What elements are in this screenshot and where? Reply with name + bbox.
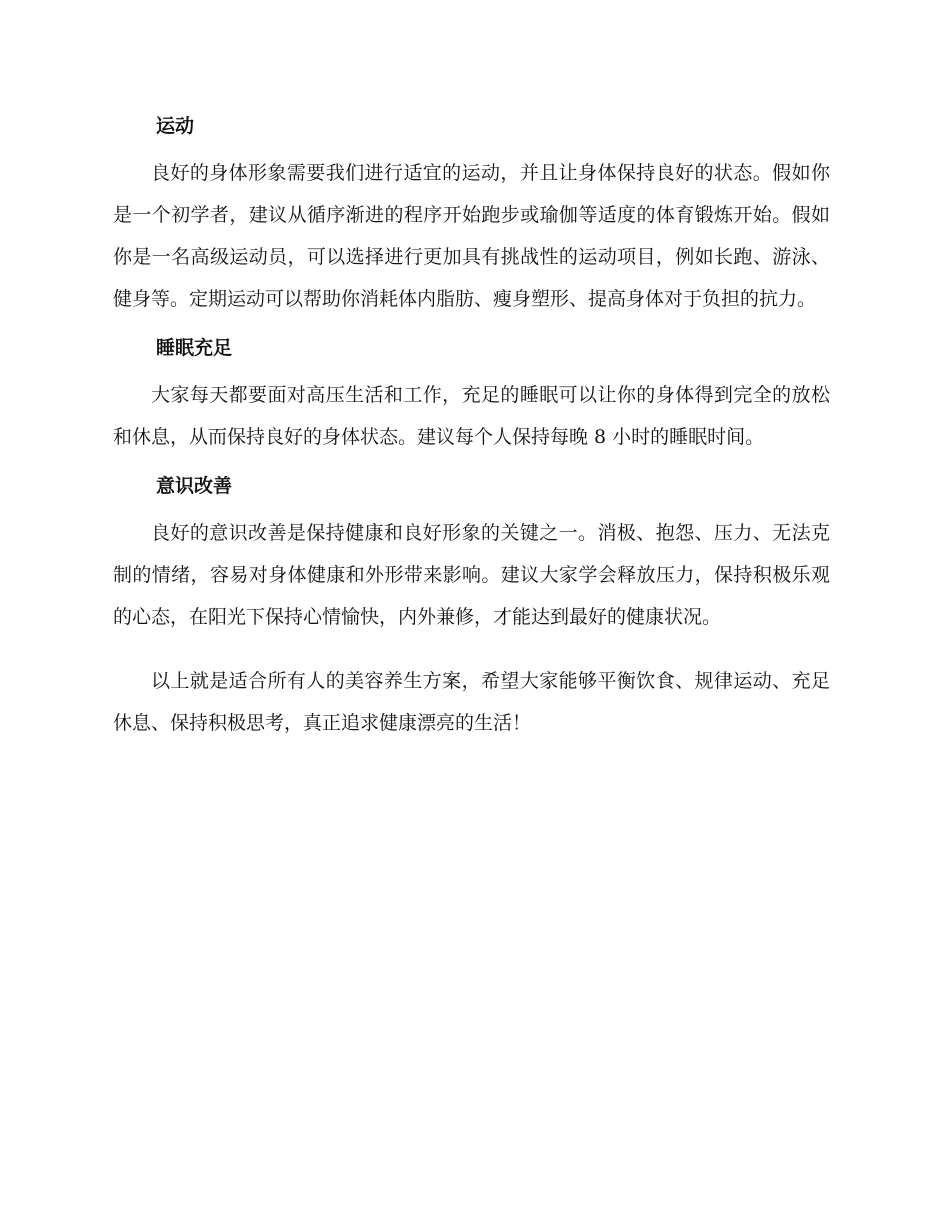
section-heading-mindset: 意识改善 — [156, 475, 233, 497]
section-paragraph-mindset: 良好的意识改善是保持健康和良好形象的关键之一。消极、抱怨、压力、无法克制的情绪，容易对身体健康和外形带来影响。建议大家学会释放压力，保持积极乐观的心态，在阳光下保持心情愉快，内外兼修，才能达到最好的健康状况。 — [113, 522, 830, 628]
section-paragraph-exercise: 良好的身体形象需要我们进行适宜的运动，并且让身体保持良好的状态。假如你是一个初学者，建议从循序渐进的程序开始跑步或瑜伽等适度的体育锻炼开始。假如你是一名高级运动员，可以选择进行更加具有挑战性的运动项目，例如长跑、游泳、健身等。定期运动可以帮助你消耗体内脂肪、瘦身塑形、提高身体对于负担的抗力。 — [113, 162, 830, 310]
section-heading-sleep: 睡眠充足 — [156, 337, 233, 359]
document-page — [113, 108, 830, 754]
section-heading-exercise: 运动 — [156, 115, 195, 137]
closing-paragraph: 以上就是适合所有人的美容养生方案，希望大家能够平衡饮食、规律运动、充足休息、保持积极思考，真正追求健康漂亮的生活！ — [113, 670, 830, 734]
section-paragraph-sleep: 大家每天都要面对高压生活和工作，充足的睡眠可以让你的身体得到完全的放松和休息，从而保持良好的身体状态。建议每个人保持每晚 8 小时的睡眠时间。 — [113, 384, 830, 448]
